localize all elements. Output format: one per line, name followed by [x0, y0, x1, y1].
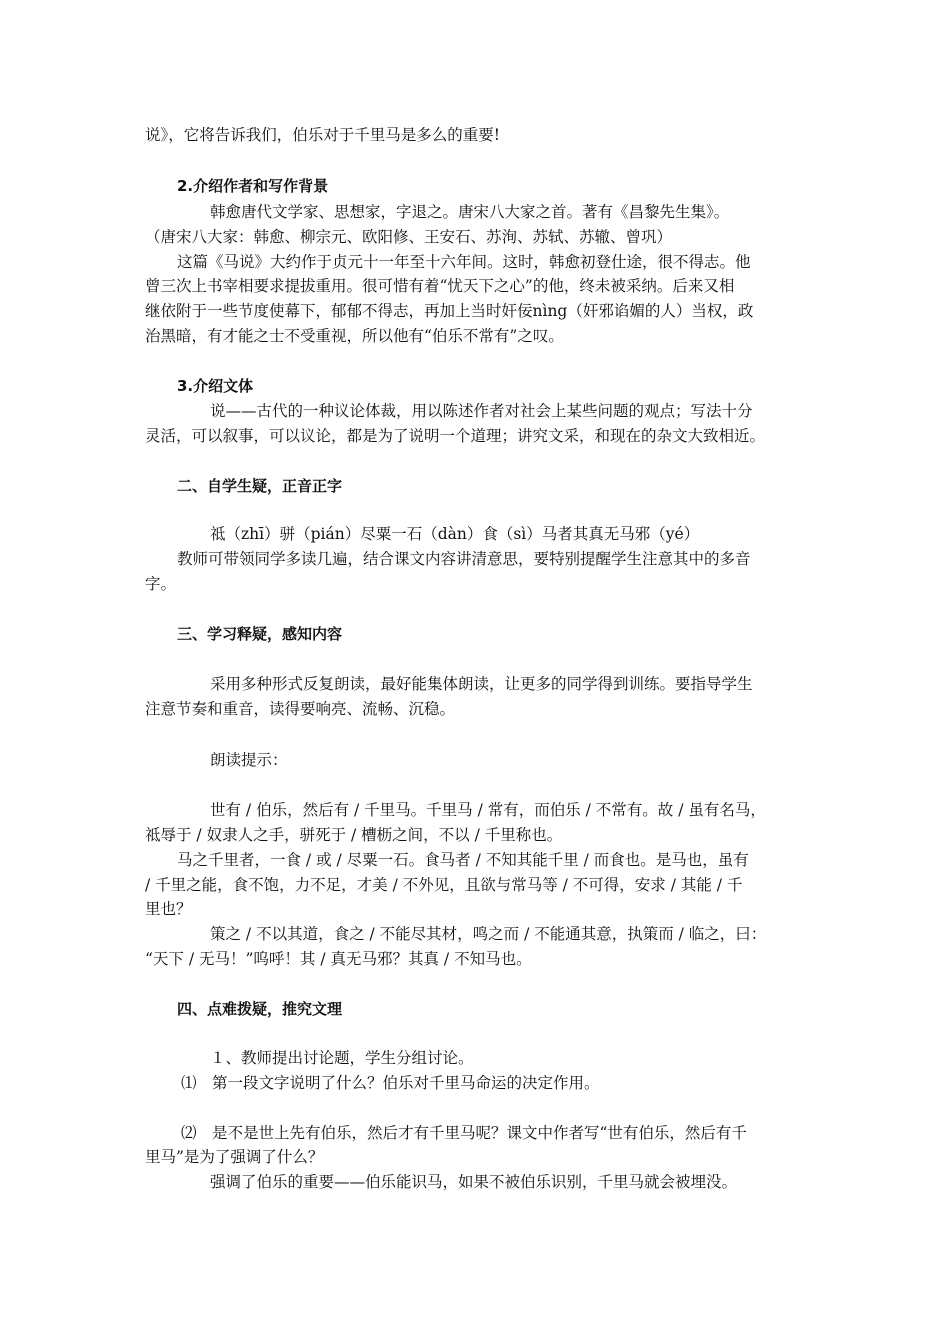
paragraph-line: 治黑暗，有才能之士不受重视，所以他有“伯乐不常有”之叹。	[145, 327, 564, 345]
paragraph-line: 教师可带领同学多读几遍，结合课文内容讲清意思，要特别提醒学生注意其中的多音	[177, 550, 751, 568]
reading-text-line: / 千里之能，食不饱，力不足，才美 / 不外见，且欲与常马等 / 不可得，安求 / 其能 / 千	[145, 876, 743, 894]
reading-text-line: 里也？	[145, 900, 192, 918]
section-heading-discussion: 四、点难拨疑，推究文理	[177, 1000, 343, 1018]
reading-text-line: 祗辱于 / 奴隶人之手，骈死于 / 槽枥之间，不以 / 千里称也。	[145, 826, 563, 844]
paragraph-line: （唐宋八大家：韩愈、柳宗元、欧阳修、王安石、苏洵、苏轼、苏辙、曾巩）	[145, 228, 673, 246]
paragraph-line: 灵活，可以叙事，可以议论，都是为了说明一个道理；讲究文采，和现在的杂文大致相近。	[145, 427, 766, 445]
reading-text-line: “天下 / 无马！”呜呼！其 / 真无马邪？其真 / 不知马也。	[145, 950, 532, 968]
pronunciation-line: 祗（zhī）骈（pián）尽粟一石（dàn）食（sì）马者其真无马邪（yé）	[210, 525, 700, 543]
reading-text-line: 策之 / 不以其道，食之 / 不能尽其材，鸣之而 / 不能通其意，执策而 / 临之，曰：	[210, 925, 767, 943]
section-heading-reading: 三、学习释疑，感知内容	[177, 625, 343, 643]
reading-text-line: 世有 / 伯乐，然后有 / 千里马。千里马 / 常有，而伯乐 / 不常有。故 / 虽有名马，	[210, 801, 766, 819]
paragraph-line: 字。	[145, 575, 177, 593]
paragraph-line: 注意节奏和重音，读得要响亮、流畅、沉稳。	[145, 700, 456, 718]
section-heading-genre: 3.介绍文体	[177, 377, 254, 395]
paragraph-line: 说》，它将告诉我们，伯乐对于千里马是多么的重要!	[145, 126, 500, 144]
paragraph-line: 继依附于一些节度使幕下，郁郁不得志，再加上当时奸佞nìng（奸邪谄媚的人）当权，政	[145, 302, 754, 320]
reading-text-line: 马之千里者，一食 / 或 / 尽粟一石。食马者 / 不知其能千里 / 而食也。是马也，虽有	[177, 851, 749, 869]
paragraph-line: 曾三次上书宰相要求提拔重用。很可惜有着“忧天下之心”的他，终未被采纳。后来又相	[145, 277, 735, 295]
section-heading-author-background: 2.介绍作者和写作背景	[177, 177, 329, 195]
paragraph-line: 说——古代的一种议论体裁，用以陈述作者对社会上某些问题的观点；写法十分	[210, 402, 753, 420]
reading-tips-label: 朗读提示：	[210, 751, 288, 769]
paragraph-line: １、教师提出讨论题，学生分组讨论。	[210, 1049, 474, 1067]
paragraph-line: 采用多种形式反复朗读，最好能集体朗读，让更多的同学得到训练。要指导学生	[210, 675, 753, 693]
paragraph-line: 韩愈唐代文学家、思想家，字退之。唐宋八大家之首。著有《昌黎先生集》。	[210, 203, 730, 221]
paragraph-line: 这篇《马说》大约作于贞元十一年至十六年间。这时，韩愈初登仕途，很不得志。他	[177, 253, 751, 271]
question-line: ⑴ 第一段文字说明了什么？伯乐对千里马命运的决定作用。	[181, 1074, 600, 1092]
question-line: ⑵ 是不是世上先有伯乐，然后才有千里马呢？课文中作者写“世有伯乐，然后有千	[181, 1124, 747, 1142]
question-line: 里马”是为了强调了什么？	[145, 1148, 324, 1166]
section-heading-self-study: 二、自学生疑，正音正字	[177, 477, 343, 495]
answer-line: 强调了伯乐的重要——伯乐能识马，如果不被伯乐识别，千里马就会被埋没。	[210, 1173, 738, 1191]
